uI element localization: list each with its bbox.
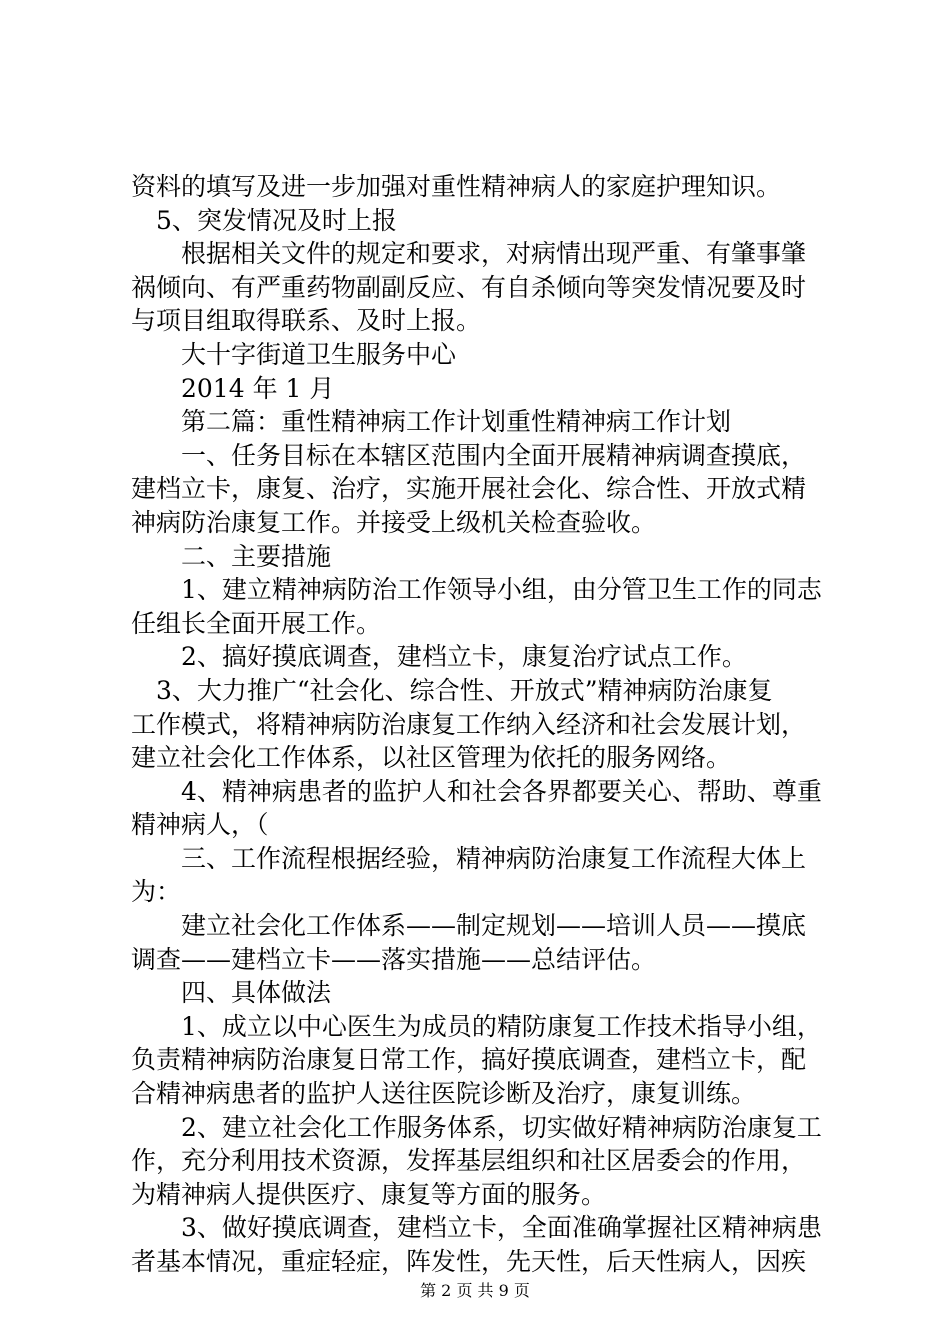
- document-body: [131, 170, 831, 1279]
- text-line: 5、突发情况及时上报: [156, 205, 397, 235]
- text-line: 3、大力推广“社会化、综合性、开放式”精神病防治康复: [156, 675, 773, 705]
- text-line: 2、建立社会化工作服务体系，切实做好精神病防治康复工: [181, 1112, 822, 1142]
- text-line: 为：: [131, 877, 182, 907]
- text-line: 一、任务目标在本辖区范围内全面开展精神病调查摸底，: [181, 440, 807, 470]
- text-line: 神病防治康复工作。并接受上级机关检查验收。: [131, 507, 657, 537]
- text-line: 与项目组取得联系、及时上报。: [131, 306, 482, 336]
- text-line: 调查——建档立卡——落实措施——总结评估。: [131, 944, 657, 974]
- text-line: 作，充分利用技术资源，发挥基层组织和社区居委会的作用，: [131, 1146, 807, 1176]
- text-line: 2014 年 1 月: [181, 373, 335, 403]
- text-line: 四、具体做法: [181, 978, 332, 1008]
- text-line: 根据相关文件的规定和要求，对病情出现严重、有肇事肇: [181, 239, 807, 269]
- text-line: 二、主要措施: [181, 541, 332, 571]
- text-line: 祸倾向、有严重药物副副反应、有自杀倾向等突发情况要及时: [131, 272, 807, 302]
- text-line: 1、建立精神病防治工作领导小组，由分管卫生工作的同志: [181, 575, 822, 605]
- page-footer: 第 2 页 共 9 页: [420, 1281, 530, 1300]
- text-line: 建立社会化工作体系——制定规划——培训人员——摸底: [181, 911, 807, 941]
- text-line: 4、精神病患者的监护人和社会各界都要关心、帮助、尊重: [181, 776, 822, 806]
- text-line: 建立社会化工作体系，以社区管理为依托的服务网络。: [131, 743, 732, 773]
- text-line: 工作模式，将精神病防治康复工作纳入经济和社会发展计划，: [131, 709, 807, 739]
- text-line: 2、搞好摸底调查，建档立卡，康复治疗试点工作。: [181, 642, 747, 672]
- text-line: 精神病人，（: [131, 810, 269, 840]
- text-line: 负责精神病防治康复日常工作，搞好摸底调查，建档立卡，配: [131, 1045, 807, 1075]
- text-line: 资料的填写及进一步加强对重性精神病人的家庭护理知识。: [131, 172, 782, 201]
- text-line: 三、工作流程根据经验，精神病防治康复工作流程大体上: [181, 843, 807, 873]
- text-line: 合精神病患者的监护人送往医院诊断及治疗，康复训练。: [131, 1079, 757, 1109]
- text-line: 1、成立以中心医生为成员的精防康复工作技术指导小组，: [181, 1011, 822, 1041]
- text-line: 为精神病人提供医疗、康复等方面的服务。: [131, 1179, 607, 1209]
- text-line: 3、做好摸底调查，建档立卡，全面准确掌握社区精神病患: [181, 1213, 822, 1243]
- text-line: 第二篇：重性精神病工作计划重性精神病工作计划: [181, 407, 732, 437]
- text-line: 大十字街道卫生服务中心: [181, 339, 457, 369]
- text-line: 者基本情况，重症轻症，阵发性，先天性，后天性病人，因疾: [131, 1247, 807, 1276]
- text-line: 建档立卡，康复、治疗，实施开展社会化、综合性、开放式精: [131, 474, 807, 504]
- text-line: 任组长全面开展工作。: [131, 608, 382, 638]
